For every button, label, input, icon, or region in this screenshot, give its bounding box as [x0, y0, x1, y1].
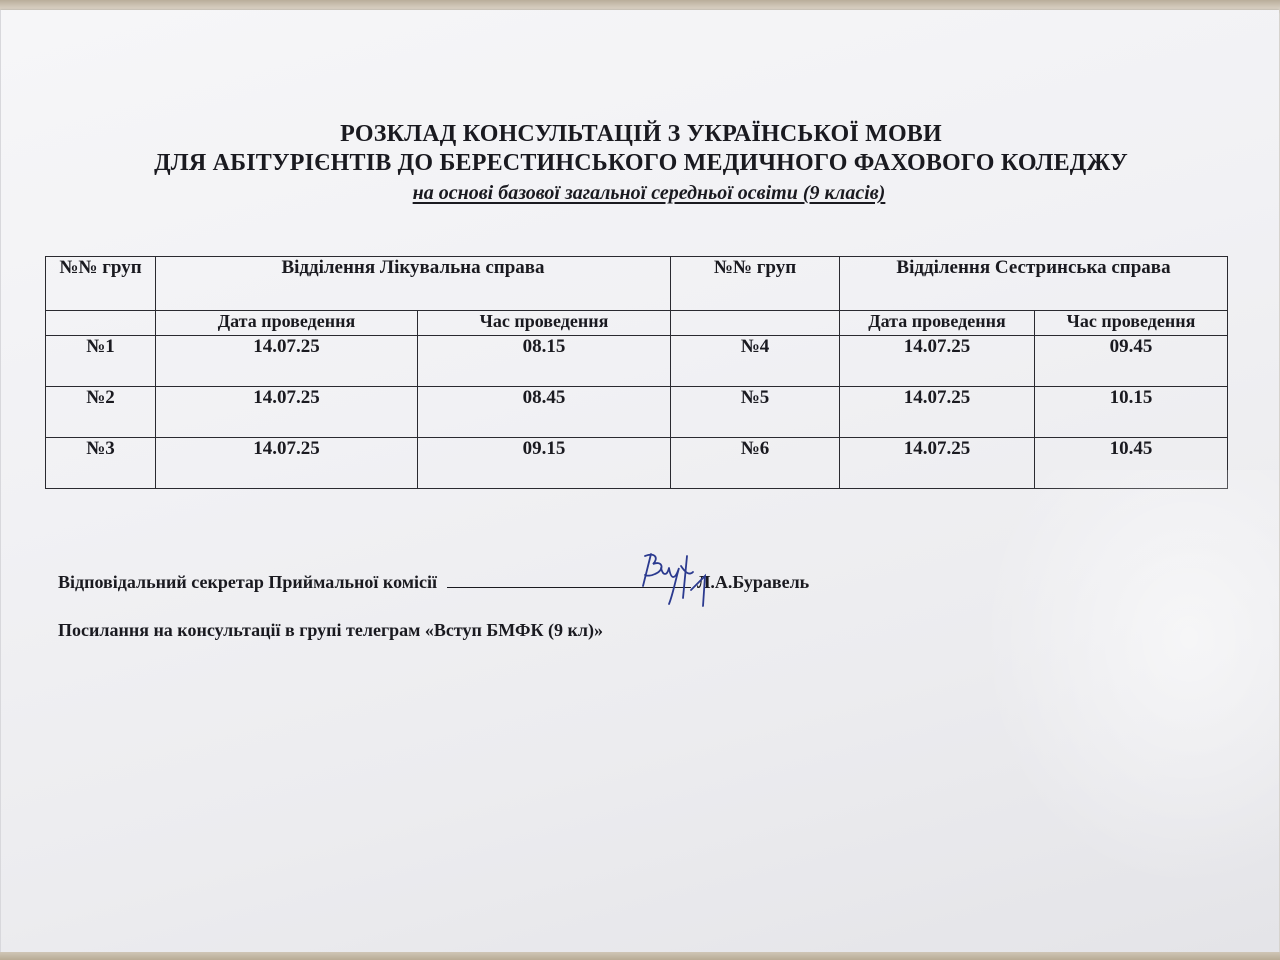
time-right-cell: 09.45: [1035, 336, 1228, 387]
date-left-cell: 14.07.25: [156, 387, 418, 438]
table-edge: [0, 952, 1280, 960]
document-title-line-1: РОЗКЛАД КОНСУЛЬТАЦІЙ З УКРАЇНСЬКОЇ МОВИ: [340, 121, 942, 147]
document-title-line-2: ДЛЯ АБІТУРІЄНТІВ ДО БЕРЕСТИНСЬКОГО МЕДИЧНОГО ФАХОВОГО КОЛЕДЖУ: [154, 150, 1128, 176]
time-right-cell: 10.45: [1035, 438, 1228, 489]
date-left-cell: 14.07.25: [156, 336, 418, 387]
secretary-name: Л.А.Буравель: [696, 572, 810, 592]
document-subtitle: на основі базової загальної середньої освіти (9 класів): [412, 182, 886, 204]
time-left-cell: 09.15: [418, 438, 671, 489]
table-row: [46, 387, 1228, 438]
table-header-row: [46, 257, 1228, 311]
table-subheader-row: [46, 311, 1228, 336]
light-glare: [979, 470, 1279, 890]
consultation-schedule-table: [45, 256, 1228, 489]
paper-sheet: [0, 10, 1279, 955]
group-left-cell: №2: [46, 387, 156, 438]
header-groups-right: №№ груп: [671, 257, 840, 311]
group-left-cell: №1: [46, 336, 156, 387]
header-department-medical: Відділення Лікувальна справа: [156, 257, 671, 311]
time-left-cell: 08.15: [418, 336, 671, 387]
time-right-cell: 10.15: [1035, 387, 1228, 438]
subheader-empty-left: [46, 311, 156, 336]
subheader-time-right: Час проведення: [1035, 311, 1228, 336]
date-right-cell: 14.07.25: [840, 438, 1035, 489]
date-right-cell: 14.07.25: [840, 387, 1035, 438]
secretary-label: Відповідальний секретар Приймальної комісії: [58, 572, 437, 592]
table-row: [46, 438, 1228, 489]
handwritten-signature: [629, 546, 719, 610]
subheader-date-right: Дата проведення: [840, 311, 1035, 336]
header-groups-left: №№ груп: [46, 257, 156, 311]
subheader-time-left: Час проведення: [418, 311, 671, 336]
subheader-date-left: Дата проведення: [156, 311, 418, 336]
telegram-group-link-text: Посилання на консультації в групі телеграм «Вступ БМФК (9 кл)»: [58, 620, 603, 640]
subheader-empty-right: [671, 311, 840, 336]
date-left-cell: 14.07.25: [156, 438, 418, 489]
header-department-nursing: Відділення Сестринська справа: [840, 257, 1228, 311]
group-right-cell: №4: [671, 336, 840, 387]
time-left-cell: 08.45: [418, 387, 671, 438]
group-left-cell: №3: [46, 438, 156, 489]
group-right-cell: №6: [671, 438, 840, 489]
group-right-cell: №5: [671, 387, 840, 438]
table-row: [46, 336, 1228, 387]
date-right-cell: 14.07.25: [840, 336, 1035, 387]
